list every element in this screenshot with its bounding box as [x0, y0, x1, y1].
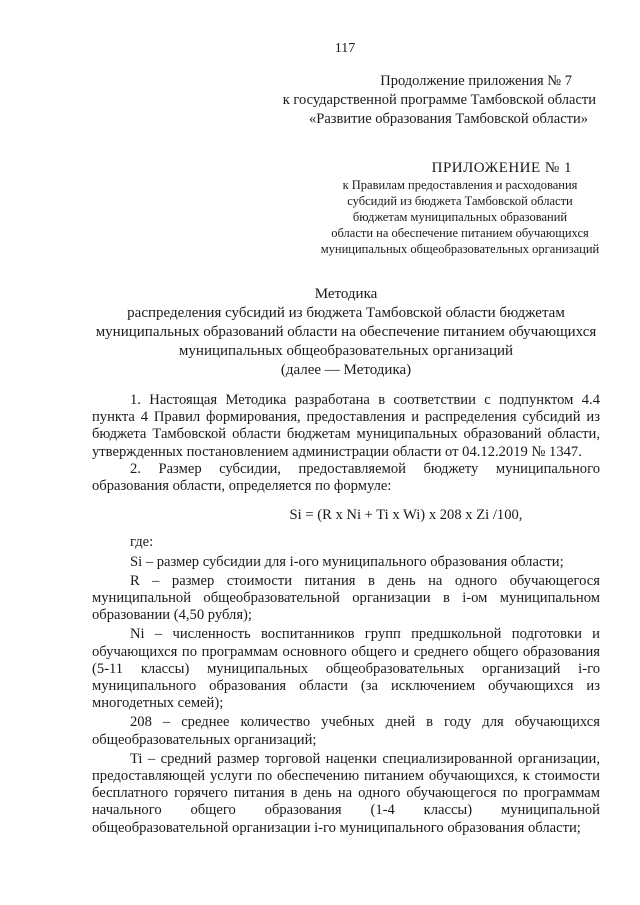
- methodology-title-line-2: муниципальных образований области на обеспечение питанием обучающихся: [95, 324, 597, 340]
- methodology-title-line-3: муниципальных общеобразовательных организаций: [178, 343, 514, 359]
- continuation-line-2: к государственной программе Тамбовской области: [282, 92, 596, 108]
- appendix-line-2: субсидий из бюджета Тамбовской области: [347, 194, 573, 208]
- appendix-line-5: муниципальных общеобразовательных организаций: [320, 242, 600, 256]
- definition-r: R – размер стоимости питания в день на одного обучающегося муниципальной общеобразовательной организации в i-ом муниципальном образовании (4,50 рубля);: [92, 572, 600, 624]
- definition-ti: Ti – средний размер торговой наценки специализированной организации, предоставляющей услуги по обеспечению питанием обучающихся, к стоимости бесплатного горячего питания в день на одного обучающегося по программам начального общего образования (1-4 классы) муниципальной общеобразовательной организации i-го муниципального образования области;: [92, 750, 600, 836]
- page-number: 117: [334, 41, 356, 56]
- appendix-line-1: к Правилам предоставления и расходования: [342, 178, 578, 192]
- appendix-title: ПРИЛОЖЕНИЕ № 1: [431, 160, 572, 176]
- methodology-heading: Методика: [314, 286, 378, 302]
- subsidy-formula: Si = (R x Ni + Ti x Wi) x 208 x Zi /100,: [289, 507, 523, 524]
- paragraph-2: 2. Размер субсидии, предоставляемой бюджету муниципального образования области, определяется по формуле:: [92, 460, 600, 495]
- continuation-line-3: «Развитие образования Тамбовской области»: [309, 111, 588, 127]
- appendix-line-3: бюджетам муниципальных образований: [352, 210, 568, 224]
- definition-ni: Ni – численность воспитанников групп предшкольной подготовки и обучающихся по программам основного общего и среднего общего образования (5-11 классы) муниципальных общеобразовательных организаций i-го муниципального образования области (за исключением обучающихся из многодетных семей);: [92, 626, 600, 712]
- continuation-line-1: Продолжение приложения № 7: [380, 73, 572, 89]
- methodology-title-line-1: распределения субсидий из бюджета Тамбовской области бюджетам: [127, 305, 565, 321]
- appendix-line-4: области на обеспечение питанием обучающихся: [331, 226, 589, 240]
- definition-si: Si – размер субсидии для i-ого муниципального образования области;: [130, 553, 564, 570]
- where-label: где:: [130, 534, 154, 551]
- document-body: [92, 392, 600, 837]
- methodology-title-line-4: (далее — Методика): [280, 362, 412, 378]
- definition-208: 208 – среднее количество учебных дней в году для обучающихся общеобразовательных организаций;: [92, 714, 600, 748]
- paragraph-1: 1. Настоящая Методика разработана в соответствии с подпунктом 4.4 пункта 4 Правил формирования, предоставления и распределения субсидий из бюджета Тамбовской области бюджетам муниципальных образований области, утвержденных постановлением администрации области от 04.12.2019 № 1347.: [92, 392, 600, 460]
